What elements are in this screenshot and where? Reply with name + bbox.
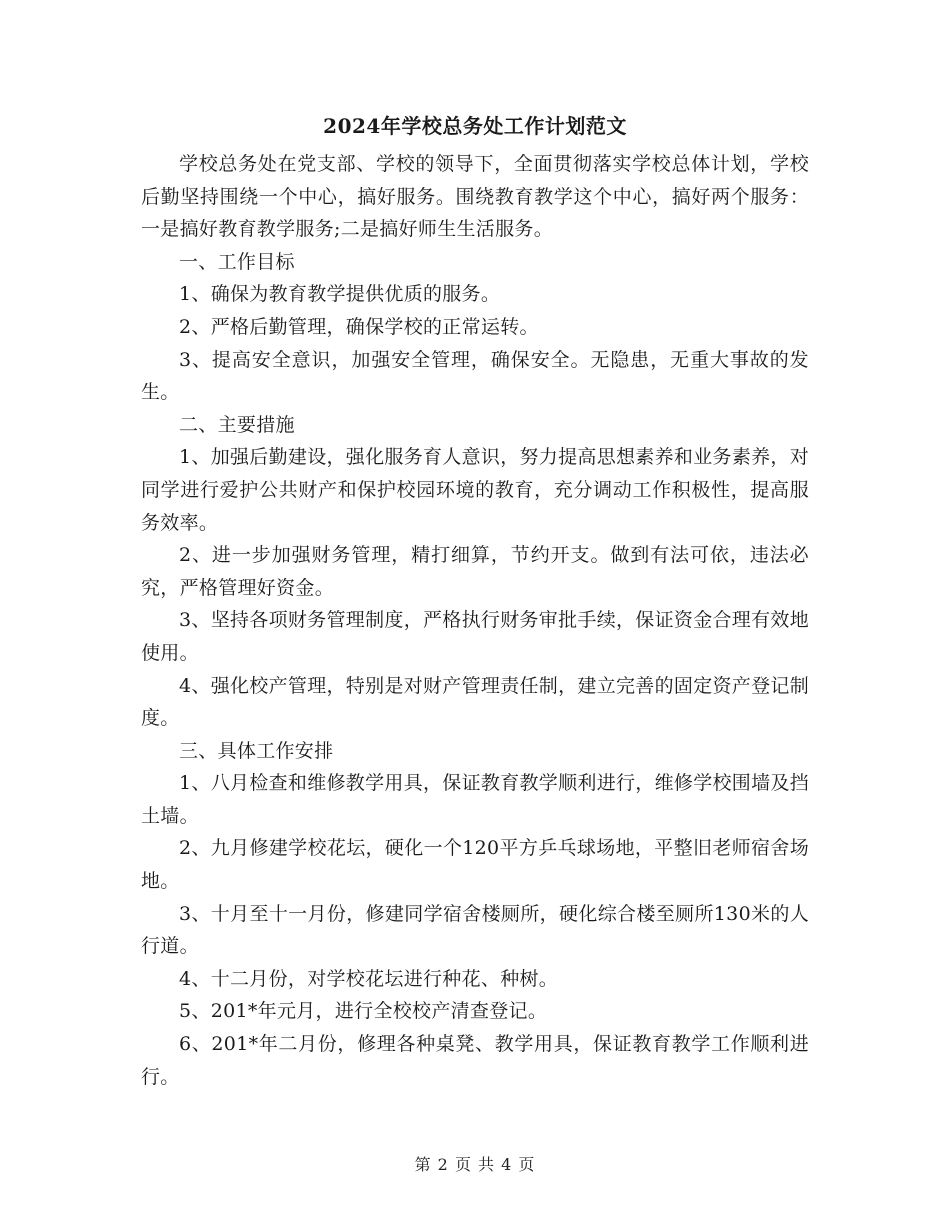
goal-item-1: 1、确保为教育教学提供优质的服务。 [179,283,501,306]
goal-item-3: 3、提高安全意识，加强安全管理，确保安全。无隐患，无重大事故的发生。 [141,348,809,404]
page-number-footer: 第 2 页 共 4 页 [414,1155,536,1174]
section-heading-goals: 一、工作目标 [179,250,295,273]
section-heading-measures: 二、主要措施 [179,413,295,436]
schedule-item-6: 6、201*年二月份，修理各种桌凳、教学用具，保证教育教学工作顺利进行。 [141,1033,809,1088]
measure-item-1: 1、加强后勤建设，强化服务育人意识，努力提高思想素养和业务素养，对同学进行爱护公共财产和保护校园环境的教育，充分调动工作积极性，提高服务效率。 [141,446,809,534]
schedule-item-3: 3、十月至十一月份，修建同学宿舍楼厕所，硬化综合楼至厕所130米的人行道。 [141,902,809,958]
measure-item-2: 2、进一步加强财务管理，精打细算，节约开支。做到有法可依，违法必究，严格管理好资金。 [141,544,809,599]
document-title: 2024年学校总务处工作计划范文 [323,114,627,138]
intro-paragraph: 学校总务处在党支部、学校的领导下，全面贯彻落实学校总体计划，学校后勤坚持围绕一个中心，搞好服务。围绕教育教学这个中心，搞好两个服务：一是搞好教育教学服务;二是搞好师生生活服务。 [141,153,809,241]
schedule-item-1: 1、八月检查和维修教学用具，保证教育教学顺利进行，维修学校围墙及挡土墙。 [141,772,809,827]
measure-item-3: 3、坚持各项财务管理制度，严格执行财务审批手续，保证资金合理有效地使用。 [141,609,809,664]
section-heading-schedule: 三、具体工作安排 [179,739,334,762]
goal-item-2: 2、严格后勤管理，确保学校的正常运转。 [179,315,539,338]
document-body [141,108,809,1093]
schedule-item-5: 5、201*年元月，进行全校校产清查登记。 [179,1000,548,1023]
measure-item-4: 4、强化校产管理，特别是对财产管理责任制，建立完善的固定资产登记制度。 [141,674,809,730]
schedule-item-2: 2、九月修建学校花坛，硬化一个120平方乒乓球场地，平整旧老师宿舍场地。 [141,837,809,893]
schedule-item-4: 4、十二月份，对学校花坛进行种花、种树。 [179,967,559,990]
